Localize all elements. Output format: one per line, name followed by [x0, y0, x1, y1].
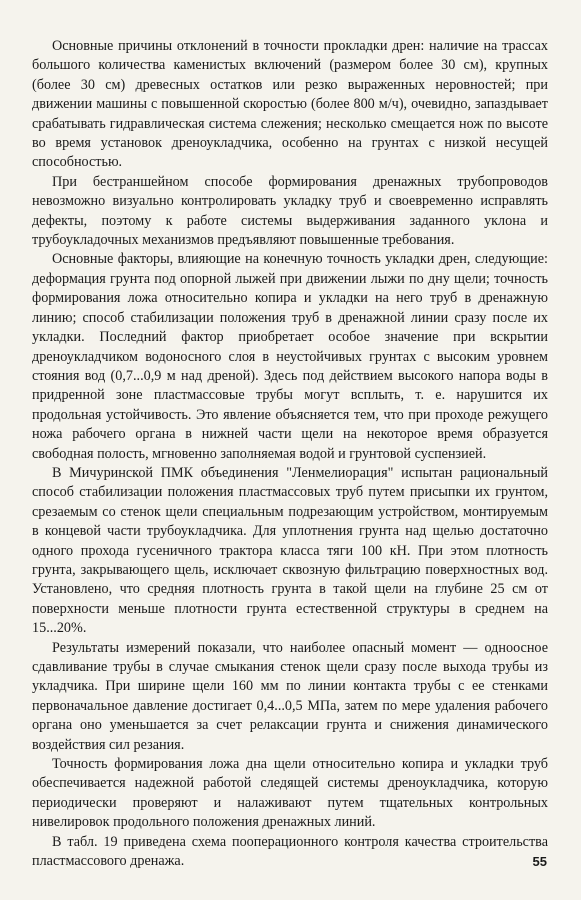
- paragraph: В табл. 19 приведена схема пооперационного контроля качества строительства пластмассового дренажа.: [32, 833, 548, 870]
- body-text: [32, 37, 548, 871]
- paragraph: Результаты измерений показали, что наиболее опасный момент — одноосное сдавливание трубы в случае смыкания стенок щели сразу после выхода трубы из укладчика. При ширине щели 160 мм по линии контакта трубы с ее стенками первоначальное давление достигает 0,4...0,5 МПа, затем по мере удаления рабочего органа оно уменьшается за счет релаксации грунта и снижения динамического воздействия сил резания.: [32, 639, 548, 753]
- paragraph: Основные причины отклонений в точности прокладки дрен: наличие на трассах большого количества каменистых включений (размером более 30 см), крупных (более 30 см) древесных остатков или резко выраженных неровностей; при движении машины с повышенной скоростью (более 800 м/ч), очевидно, запаздывает срабатывать гидравлическая система слежения; несколько смещается нож по высоте во время установок дреноукладчика, особенно на грунтах с низкой несущей способностью.: [32, 38, 548, 171]
- paragraph: При бестраншейном способе формирования дренажных трубопроводов невозможно визуально контролировать укладку труб и своевременно исправлять дефекты, поэтому к работе системы выдерживания заданного уклона и трубоукладочных механизмов предъявляют повышенные требования.: [32, 173, 548, 249]
- paragraph: В Мичуринской ПМК объединения "Ленмелиорация" испытан рациональный способ стабилизации положения пластмассовых труб путем присыпки их грунтом, срезаемым со стенок щели специальным подрезающим устройством, монтируемым в концевой части трубоукладчика. Для уплотнения грунта над щелью достаточно одного прохода гусеничного трактора класса тяги 100 кН. При этом плотность грунта, закрывающего щель, исключает сквозную фильтрацию поверхностных вод. Установлено, что средняя плотность грунта в такой щели на глубине 25 см от поверхности меньше плотности грунта естественной структуры в среднем на 15...20%.: [32, 464, 548, 637]
- page-number: 55: [532, 854, 547, 869]
- paragraph: Точность формирования ложа дна щели относительно копира и укладки труб обеспечивается надежной работой следящей системы дреноукладчика, которую периодически проверяют и налаживают путем тщательных контрольных нивелировок продольного положения дренажных линий.: [32, 756, 548, 831]
- paragraph: Основные факторы, влияющие на конечную точность укладки дрен, следующие: деформация грунта под опорной лыжей при движении лыжи по дну щели; точность формирования ложа относительно копира и укладки на него труб в дренажную линию; способ стабилизации положения труб в дренажной линии сразу после их укладки. Последний фактор приобретает особое значение при вскрытии дреноукладчиком водоносного слоя в неустойчивых грунтах с высоким уровнем стояния вод (0,7...0,9 м над дреной). Здесь под действием высокого напора воды в придренной зоне пластмассовые трубы могут всплыть, т. е. нарушится их продольная устойчивость. Это явление объясняется тем, что при проходе режущего ножа рабочего органа в нижней части щели на некоторое время образуется свободная полость, мгновенно заполняемая водой и грунтовой суспензией.: [32, 251, 548, 462]
